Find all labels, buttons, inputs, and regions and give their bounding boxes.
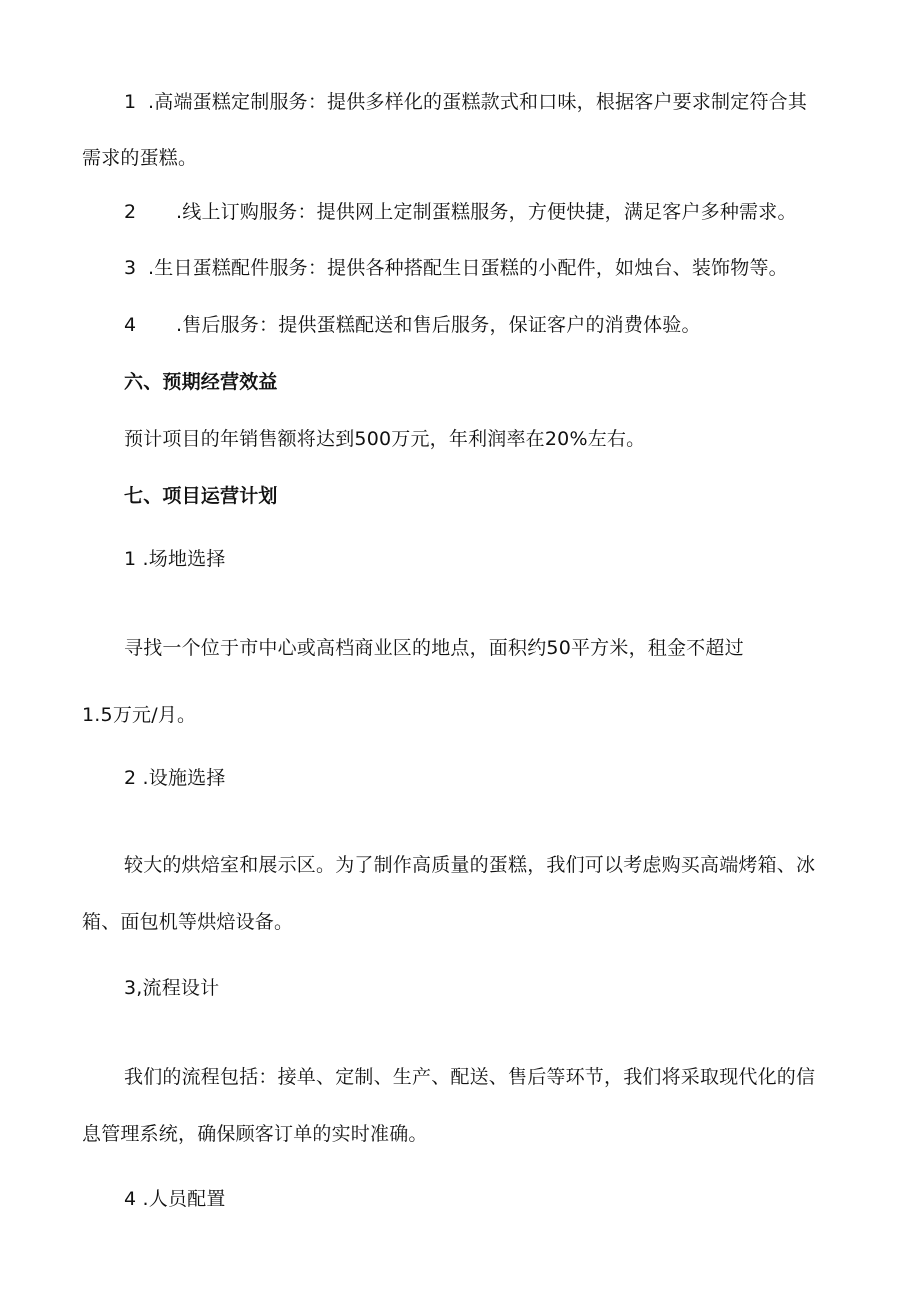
service-item-1-text: .高端蛋糕定制服务：提供多样化的蛋糕款式和口味，根据客户要求制定符合其 [148,91,808,113]
section-6-heading: 六、预期经营效益 [124,371,278,393]
service-item-3-number: 3 [124,257,137,279]
process-design-title: 3,流程设计 [124,977,220,999]
service-item-1-number: 1 [124,91,137,113]
service-item-1-line2: 需求的蛋糕。 [82,147,198,169]
process-design-body-line1: 我们的流程包括：接单、定制、生产、配送、售后等环节，我们将采取现代化的信 [124,1066,816,1088]
staffing-title: 4 .人员配置 [124,1188,226,1210]
section-7-heading: 七、项目运营计划 [124,485,278,507]
service-item-4-text: .售后服务：提供蛋糕配送和售后服务，保证客户的消费体验。 [176,314,701,336]
site-selection-title: 1 .场地选择 [124,548,226,570]
facility-selection-body-line1: 较大的烘焙室和展示区。为了制作高质量的蛋糕，我们可以考虑购买高端烤箱、冰 [124,854,816,876]
service-item-1-line1 [124,90,807,114]
service-item-3 [124,256,788,280]
service-item-2 [124,200,797,224]
section-6-body: 预计项目的年销售额将达到500万元，年利润率在20%左右。 [124,428,646,450]
service-item-2-number: 2 [124,201,137,223]
facility-selection-title: 2 .设施选择 [124,767,226,789]
service-item-4 [124,313,701,337]
process-design-body-line2: 息管理系统，确保顾客订单的实时准确。 [82,1123,428,1145]
site-selection-body-line2: 1.5万元/月。 [82,704,197,726]
facility-selection-body-line2: 箱、面包机等烘焙设备。 [82,911,294,933]
site-selection-body-line1: 寻找一个位于市中心或高档商业区的地点，面积约50平方米，租金不超过 [124,637,744,659]
service-item-2-text: .线上订购服务：提供网上定制蛋糕服务，方便快捷，满足客户多种需求。 [176,201,797,223]
service-item-4-number: 4 [124,314,137,336]
service-item-3-text: .生日蛋糕配件服务：提供各种搭配生日蛋糕的小配件，如烛台、装饰物等。 [148,257,788,279]
